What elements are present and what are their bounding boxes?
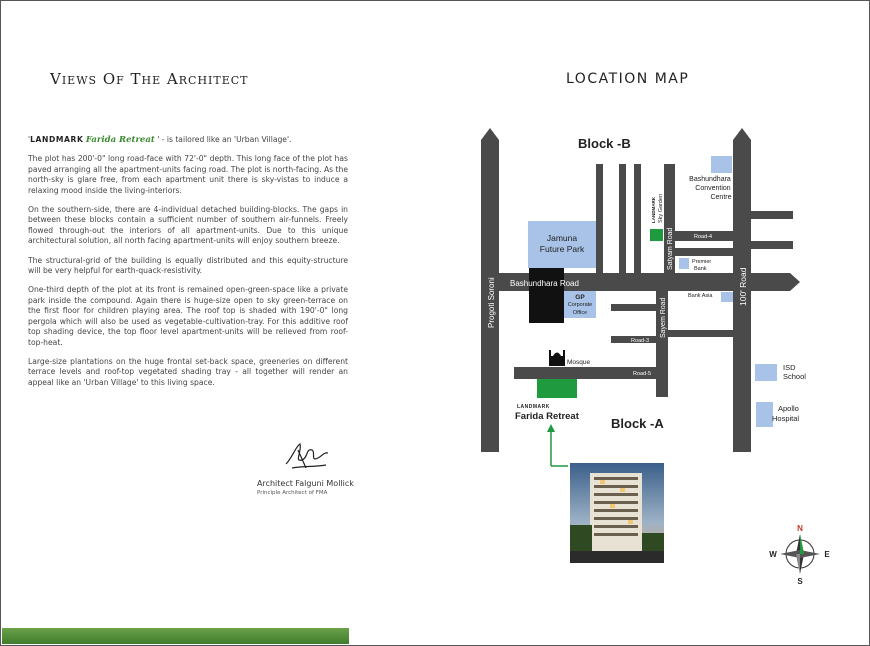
block-a-label: Block -A xyxy=(611,416,664,431)
road-100-label: 100' Road xyxy=(738,267,748,306)
views-title: Views Of The Architect xyxy=(50,70,249,88)
jamuna-label-1: Jamuna xyxy=(546,233,578,243)
farida-label: Farida Retreat xyxy=(515,411,579,422)
road-east-2 xyxy=(751,241,793,249)
intro-brand: LANDMARK xyxy=(30,135,84,144)
compass-w: W xyxy=(769,550,777,559)
gp-label-2: Corporate xyxy=(567,302,593,308)
bashundhara-convention-centre xyxy=(711,156,732,173)
pragoti-soroni-label: Progoti Soroni xyxy=(487,277,496,328)
apollo-label-1: Apollo xyxy=(778,404,799,413)
satyam-road-label: Satyam Road xyxy=(667,227,674,270)
mosque-icon xyxy=(549,350,565,366)
farida-retreat-site xyxy=(537,379,577,398)
farida-brand: LANDMARK xyxy=(517,404,550,410)
paragraph-2: On the southern-side, there are 4-individual detached building-blocks. The gaps in between these blocks contain a sufficient number of southern air-funnels. Freely flowed through-out the interiors of all apartment-units. Due to this unique architectural solution, all north facing apartment-units will enjoy southern breeze. xyxy=(28,205,348,246)
paragraph-4: One-third depth of the plot at its front is remained open-green-space like a private park inside the compound. Again there is huge-size open to sky green-terrace on the first floor for children playing area. The roof top is shaded with 190'-0" long pergola which will also be used as vegetable-cultivation-tray. For this additive roof top shading device, the top floor level apartment-units will be relieved from roof-top-heat. xyxy=(28,285,348,347)
jamuna-label-2: Future Park xyxy=(539,244,585,254)
premier-bank-label-1: Premier xyxy=(692,259,712,265)
road-sayem-east xyxy=(668,330,733,337)
road-3-label: Road-3 xyxy=(631,338,650,344)
road-block-b-2 xyxy=(619,164,626,273)
building-render-image xyxy=(570,463,664,563)
site-pointer-arrow xyxy=(547,424,568,466)
sky-garden-label: Sky Garden xyxy=(658,193,664,223)
road-4-label: Road-4 xyxy=(694,234,713,240)
compass-n: N xyxy=(797,524,803,533)
paragraph-1: The plot has 200'-0" long road-face with 72'-0" depth. This long face of the plot has paved arranging all the apartment-units facing road. The plot is north-facing. As the north-sky is glare free, from each apartment unit there is sky-vistas to induce a relaxing mood inside the living-interiors. xyxy=(28,154,348,195)
intro-script-name: Farida Retreat xyxy=(85,135,155,145)
paragraph-3: The structural-grid of the building is equally distributed and this equity-structure will be very helpful for earth-quack-resistivity. xyxy=(28,255,348,276)
premier-bank xyxy=(679,258,689,269)
bashundhara-cc-label-1: Bashundhara xyxy=(689,176,731,183)
gp-label-3: Office xyxy=(572,310,588,316)
compass-e: E xyxy=(824,550,830,559)
block-b-label: Block -B xyxy=(578,136,631,151)
intro-rest: ' - is tailored like an 'Urban Village'. xyxy=(154,135,292,144)
architect-title: Principle Architect of FMA xyxy=(257,490,328,496)
isd-label-1: ISD xyxy=(783,363,796,372)
road-block-b-3 xyxy=(634,164,641,273)
road-west-1 xyxy=(611,304,656,311)
isd-school xyxy=(755,364,777,381)
isd-label-2: School xyxy=(783,372,806,381)
bashundhara-road-label: Bashundhara Road xyxy=(510,279,579,288)
paragraph-5: Large-size plantations on the huge frontal set-back space, greeneries on different terrace levels and roof-top vegetated shading tray - all together will render an appeal like an 'Urban Village' to this living space. xyxy=(28,356,348,387)
sky-garden-brand: LANDMARK xyxy=(651,197,656,223)
architect-name: Architect Falguni Mollick xyxy=(257,479,354,488)
landmark-block-dark xyxy=(529,268,564,323)
compass-icon xyxy=(765,520,835,588)
road-5-label: Road-5 xyxy=(633,371,652,377)
sky-garden-site xyxy=(650,229,663,241)
premier-bank-label-2: Bank xyxy=(694,266,707,272)
bashundhara-cc-label-3: Centre xyxy=(710,194,732,201)
intro-paragraph: 'LANDMARK Farida Retreat ' - is tailored like an 'Urban Village'. xyxy=(28,135,292,145)
road-block-b-1 xyxy=(596,164,603,273)
bank-asia xyxy=(721,292,733,302)
gp-label-1: GP xyxy=(575,294,585,301)
road-block-b-lane xyxy=(675,248,733,256)
road-east-1 xyxy=(751,211,793,219)
compass-s: S xyxy=(797,577,803,586)
mosque-label: Mosque xyxy=(567,359,591,366)
sayem-road-label: Sayem Road xyxy=(660,297,667,338)
apollo-hospital xyxy=(756,402,773,427)
apollo-label-2: Hospital xyxy=(772,414,800,423)
bashundhara-cc-label-2: Convention xyxy=(695,185,731,192)
map-title: LOCATION MAP xyxy=(566,71,690,87)
bank-asia-label: Bank Asia xyxy=(688,293,713,299)
